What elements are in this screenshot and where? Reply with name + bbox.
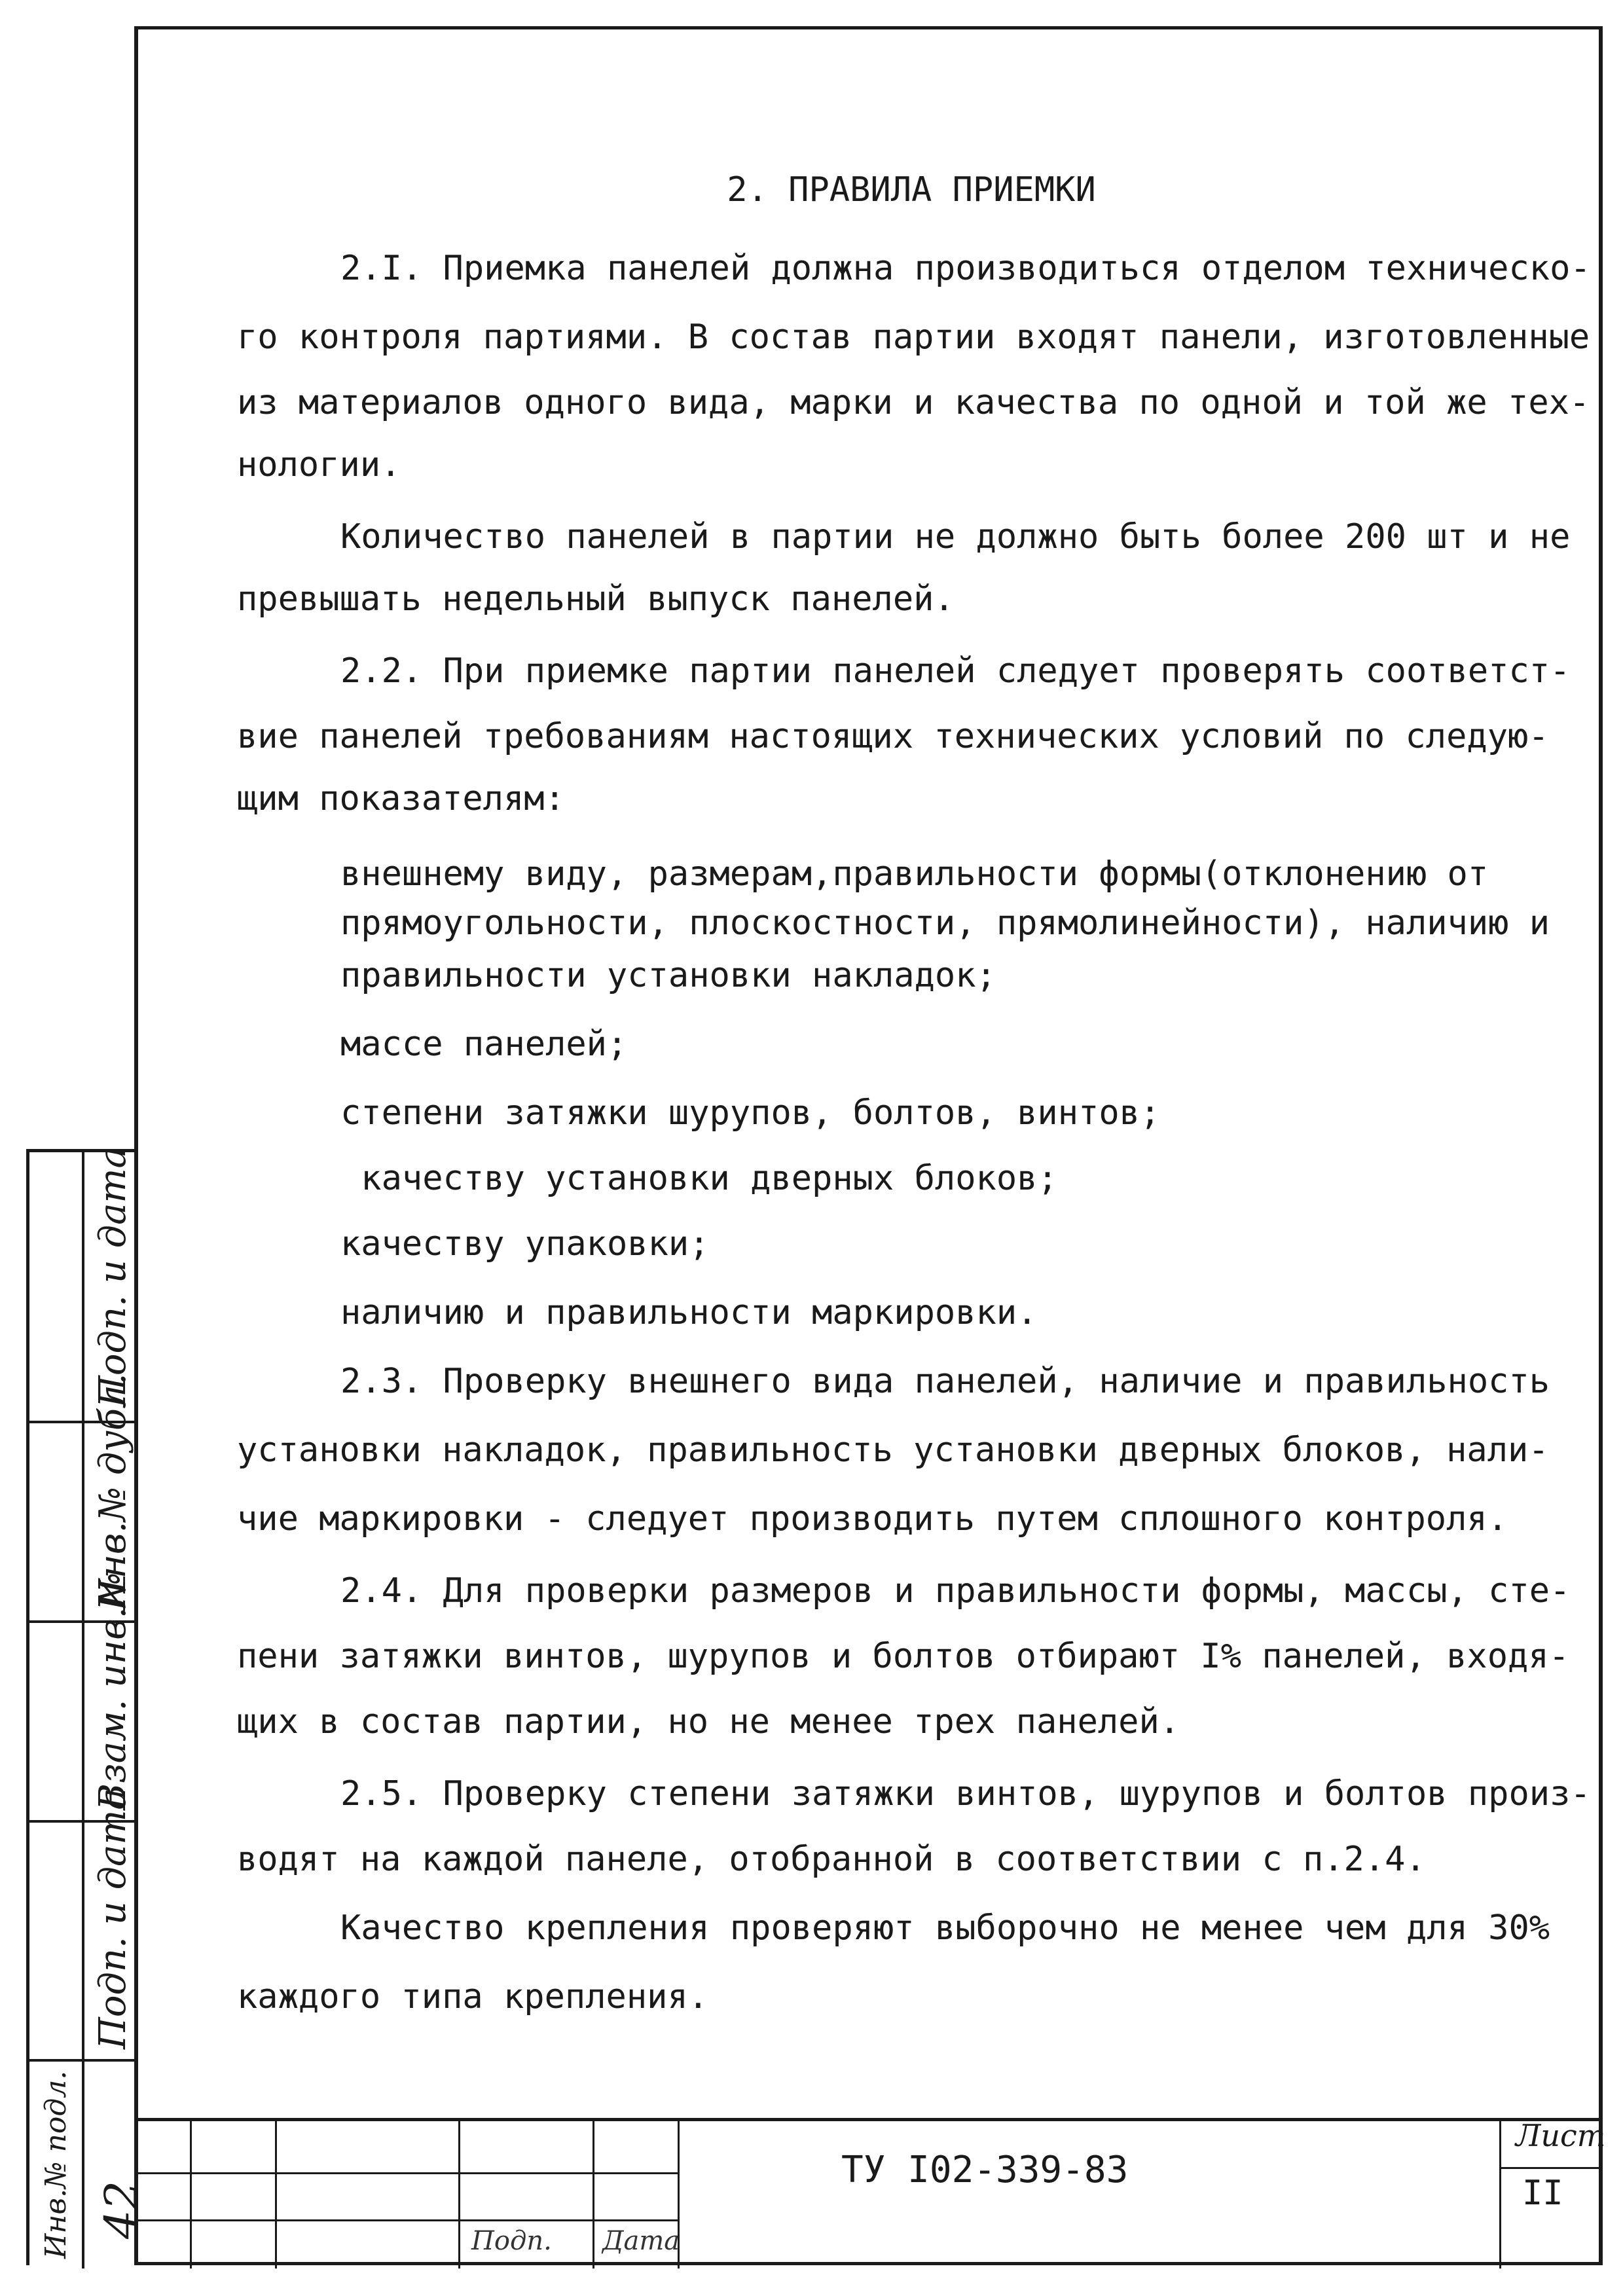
text-line: прямоугольности, плоскостности, прямолинейности), наличию и xyxy=(340,903,1550,943)
title-block-row xyxy=(134,2219,678,2221)
text-line: качеству упаковки; xyxy=(340,1224,710,1264)
text-line: внешнему виду, размерам,правильности формы(отклонению от xyxy=(340,854,1489,894)
stamp-inv-number: 42 xyxy=(95,2180,149,2239)
stamp-label-sign-date-2: Подп. и дата xyxy=(92,1788,134,2049)
title-block-col xyxy=(275,2121,277,2269)
title-block-col xyxy=(593,2121,594,2269)
section-heading: 2. ПРАВИЛА ПРИЕМКИ xyxy=(727,170,1096,210)
text-line: степени затяжки шурупов, болтов, винтов; xyxy=(340,1093,1161,1133)
margin-stamp xyxy=(26,1146,149,2265)
title-block-col xyxy=(1499,2121,1501,2269)
text-line: вие панелей требованиям настоящих технических условий по следую- xyxy=(237,717,1549,756)
text-line: массе панелей; xyxy=(340,1025,628,1064)
title-block xyxy=(134,2118,1606,2265)
text-line: 2.2. При приемке партии панелей следует проверять соответст- xyxy=(340,651,1571,691)
text-line: 2.5. Проверку степени затяжки винтов, шурупов и болтов произ- xyxy=(340,1774,1591,1813)
stamp-label-dup-inv: Инв.№ дубл. xyxy=(92,1373,134,1611)
stamp-label-replace-inv: Взам. инв.№ xyxy=(92,1572,134,1810)
text-line: щим показателям: xyxy=(237,779,565,818)
text-line: щих в состав партии, но не менее трех панелей. xyxy=(237,1702,1180,1741)
title-block-col xyxy=(190,2121,192,2269)
text-line: 2.3. Проверку внешнего вида панелей, наличие и правильность xyxy=(340,1362,1550,1401)
text-line: водят на каждой панеле, отобранной в соответствии с п.2.4. xyxy=(237,1840,1426,1879)
text-line: качеству установки дверных блоков; xyxy=(340,1159,1058,1198)
stamp-divider xyxy=(29,2059,137,2062)
title-block-col xyxy=(458,2121,460,2269)
stamp-column-divider xyxy=(82,1152,84,2269)
stamp-label-orig-inv: Инв.№ подл. xyxy=(39,2070,73,2259)
stamp-label-sign-date: Подп. и дата xyxy=(92,1146,134,1408)
text-line: каждого типа крепления. xyxy=(237,1977,709,2016)
text-line: чие маркировки - следует производить путем сплошного контроля. xyxy=(237,1499,1508,1539)
text-line: го контроля партиями. В состав партии входят панели, изготовленные xyxy=(237,318,1590,357)
text-line: пени затяжки винтов, шурупов и болтов отбирают I% панелей, входя- xyxy=(237,1637,1569,1676)
text-line: наличию и правильности маркировки. xyxy=(340,1293,1038,1332)
text-line: Качество крепления проверяют выборочно не менее чем для 30% xyxy=(340,1908,1550,1948)
sheet-divider xyxy=(1499,2167,1603,2169)
text-line: правильности установки накладок; xyxy=(340,956,996,995)
text-line: 2.I. Приемка панелей должна производиться отделом техническо- xyxy=(340,249,1591,288)
title-block-row xyxy=(134,2172,678,2174)
sheet-label: Лист xyxy=(1516,2118,1606,2153)
text-line: установки накладок, правильность установки дверных блоков, нали- xyxy=(237,1430,1549,1470)
text-line: 2.4. Для проверки размеров и правильности формы, массы, сте- xyxy=(340,1571,1571,1611)
text-line: из материалов одного вида, марки и качества по одной и той же тех- xyxy=(237,383,1590,422)
col-label-sign: Подп. xyxy=(471,2226,552,2256)
text-line: нологии. xyxy=(237,445,401,484)
sheet-number: II xyxy=(1522,2174,1563,2213)
text-line: превышать недельный выпуск панелей. xyxy=(237,579,955,619)
text-line: Количество панелей в партии не должно быть более 200 шт и не xyxy=(340,517,1571,556)
document-code: ТУ I02-339-83 xyxy=(841,2149,1129,2191)
col-label-date: Дата xyxy=(602,2226,680,2256)
